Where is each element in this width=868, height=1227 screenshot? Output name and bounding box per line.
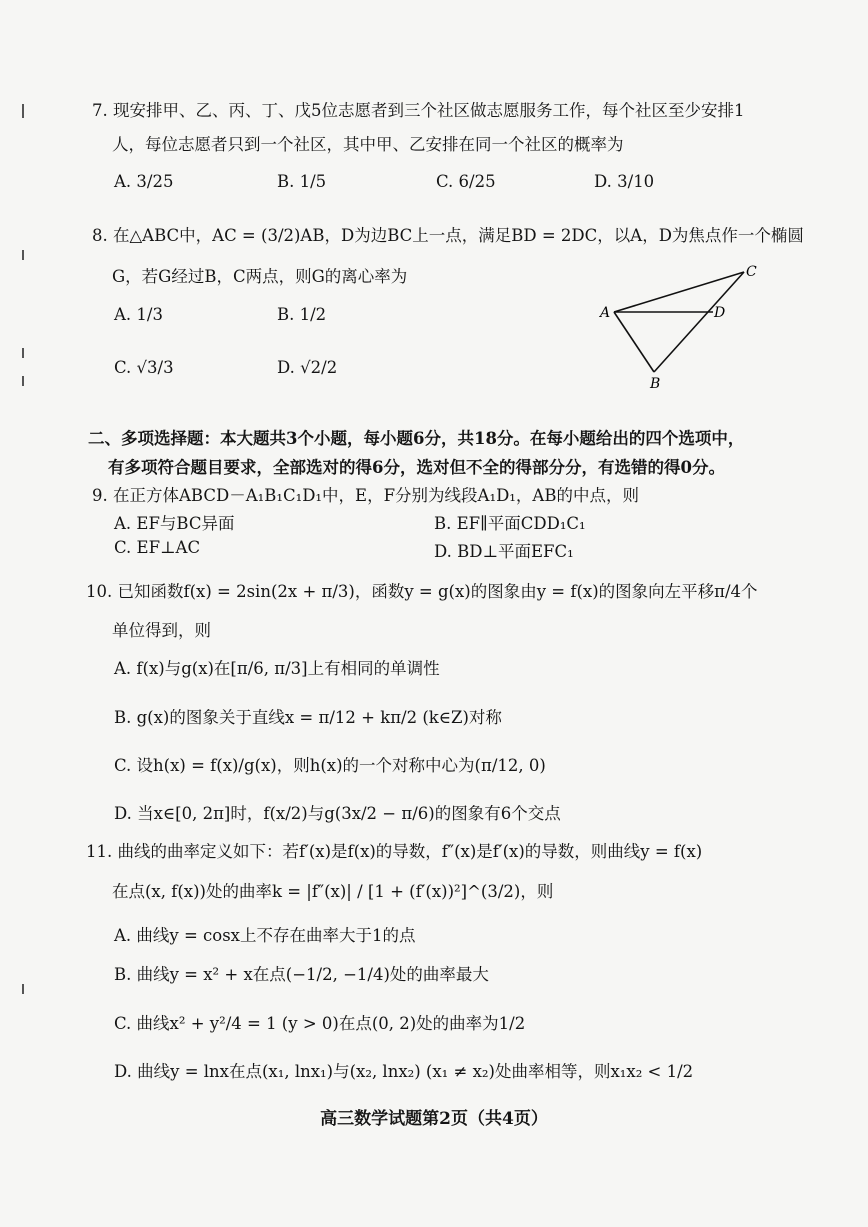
segment-ab bbox=[614, 312, 654, 372]
label-d: D bbox=[714, 305, 726, 321]
q8-option-b: B. 1/2 bbox=[277, 305, 327, 324]
margin-mark bbox=[22, 984, 24, 994]
q8-option-a: A. 1/3 bbox=[114, 305, 163, 324]
label-a: A bbox=[600, 305, 611, 321]
q10-option-a: A. f(x)与g(x)在[π/6, π/3]上有相同的单调性 bbox=[114, 659, 440, 678]
q11-option-a: A. 曲线y = cosx上不存在曲率大于1的点 bbox=[114, 926, 416, 945]
q8-line1: 8. 在△ABC中，AC = (3/2)AB，D为边BC上一点，满足BD = 2DC，以A，D为焦点作一个椭圆 bbox=[92, 226, 804, 245]
page-footer: 高三数学试题第2页（共4页） bbox=[320, 1109, 548, 1129]
q11-line2: 在点(x, f(x))处的曲率k = |f″(x)| / [1 + (f′(x))²]^(3/2)，则 bbox=[112, 882, 554, 901]
q9-option-c: C. EF⊥AC bbox=[114, 538, 201, 557]
q10-option-d: D. 当x∈[0, 2π]时，f(x/2)与g(3x/2 − π/6)的图象有6个交点 bbox=[114, 804, 561, 823]
q10-option-c: C. 设h(x) = f(x)/g(x)，则h(x)的一个对称中心为(π/12, 0) bbox=[114, 756, 546, 775]
q8-line2: G，若G经过B，C两点，则G的离心率为 bbox=[112, 267, 408, 286]
q11-option-c: C. 曲线x² + y²/4 = 1 (y > 0)在点(0, 2)处的曲率为1/2 bbox=[114, 1014, 526, 1033]
q11-option-d: D. 曲线y = lnx在点(x₁, lnx₁)与(x₂, lnx₂) (x₁ ≠ x₂)处曲率相等，则x₁x₂ < 1/2 bbox=[114, 1062, 694, 1081]
margin-mark bbox=[22, 104, 24, 118]
q9-option-b: B. EF∥平面CDD₁C₁ bbox=[434, 514, 586, 533]
q9-option-d: D. BD⊥平面EFC₁ bbox=[434, 542, 574, 561]
section2-line2: 有多项符合题目要求，全部选对的得6分，选对但不全的得部分分，有选错的得0分。 bbox=[108, 458, 725, 477]
q10-option-b: B. g(x)的图象关于直线x = π/12 + kπ/2 (k∈Z)对称 bbox=[114, 708, 502, 727]
q10-line2: 单位得到，则 bbox=[112, 621, 211, 640]
q11-line1: 11. 曲线的曲率定义如下：若f′(x)是f(x)的导数，f″(x)是f′(x)的导数，则曲线y = f(x) bbox=[86, 842, 703, 861]
margin-mark bbox=[22, 348, 24, 358]
q7-option-d: D. 3/10 bbox=[594, 172, 655, 191]
q8-option-d: D. √2/2 bbox=[277, 358, 338, 377]
margin-mark bbox=[22, 250, 24, 260]
section2-line1: 二、多项选择题：本大题共3个小题，每小题6分，共18分。在每小题给出的四个选项中， bbox=[88, 429, 745, 448]
q7-line2: 人，每位志愿者只到一个社区，其中甲、乙安排在同一个社区的概率为 bbox=[112, 135, 624, 154]
segment-bc bbox=[654, 272, 744, 372]
margin-mark bbox=[22, 376, 24, 386]
q11-option-b: B. 曲线y = x² + x在点(−1/2, −1/4)处的曲率最大 bbox=[114, 965, 489, 984]
label-b: B bbox=[650, 376, 661, 392]
q7-option-b: B. 1/5 bbox=[277, 172, 327, 191]
q9-line1: 9. 在正方体ABCD－A₁B₁C₁D₁中，E，F分别为线段A₁D₁，AB的中点，则 bbox=[92, 486, 639, 505]
triangle-figure bbox=[596, 262, 766, 392]
label-c: C bbox=[746, 264, 757, 280]
q7-line1: 7. 现安排甲、乙、丙、丁、戊5位志愿者到三个社区做志愿服务工作，每个社区至少安排1 bbox=[92, 101, 745, 120]
q8-option-c: C. √3/3 bbox=[114, 358, 174, 377]
q7-option-a: A. 3/25 bbox=[114, 172, 174, 191]
q7-option-c: C. 6/25 bbox=[436, 172, 496, 191]
q10-line1: 10. 已知函数f(x) = 2sin(2x + π/3)，函数y = g(x)的图象由y = f(x)的图象向左平移π/4个 bbox=[86, 582, 758, 601]
q9-option-a: A. EF与BC异面 bbox=[114, 514, 235, 533]
